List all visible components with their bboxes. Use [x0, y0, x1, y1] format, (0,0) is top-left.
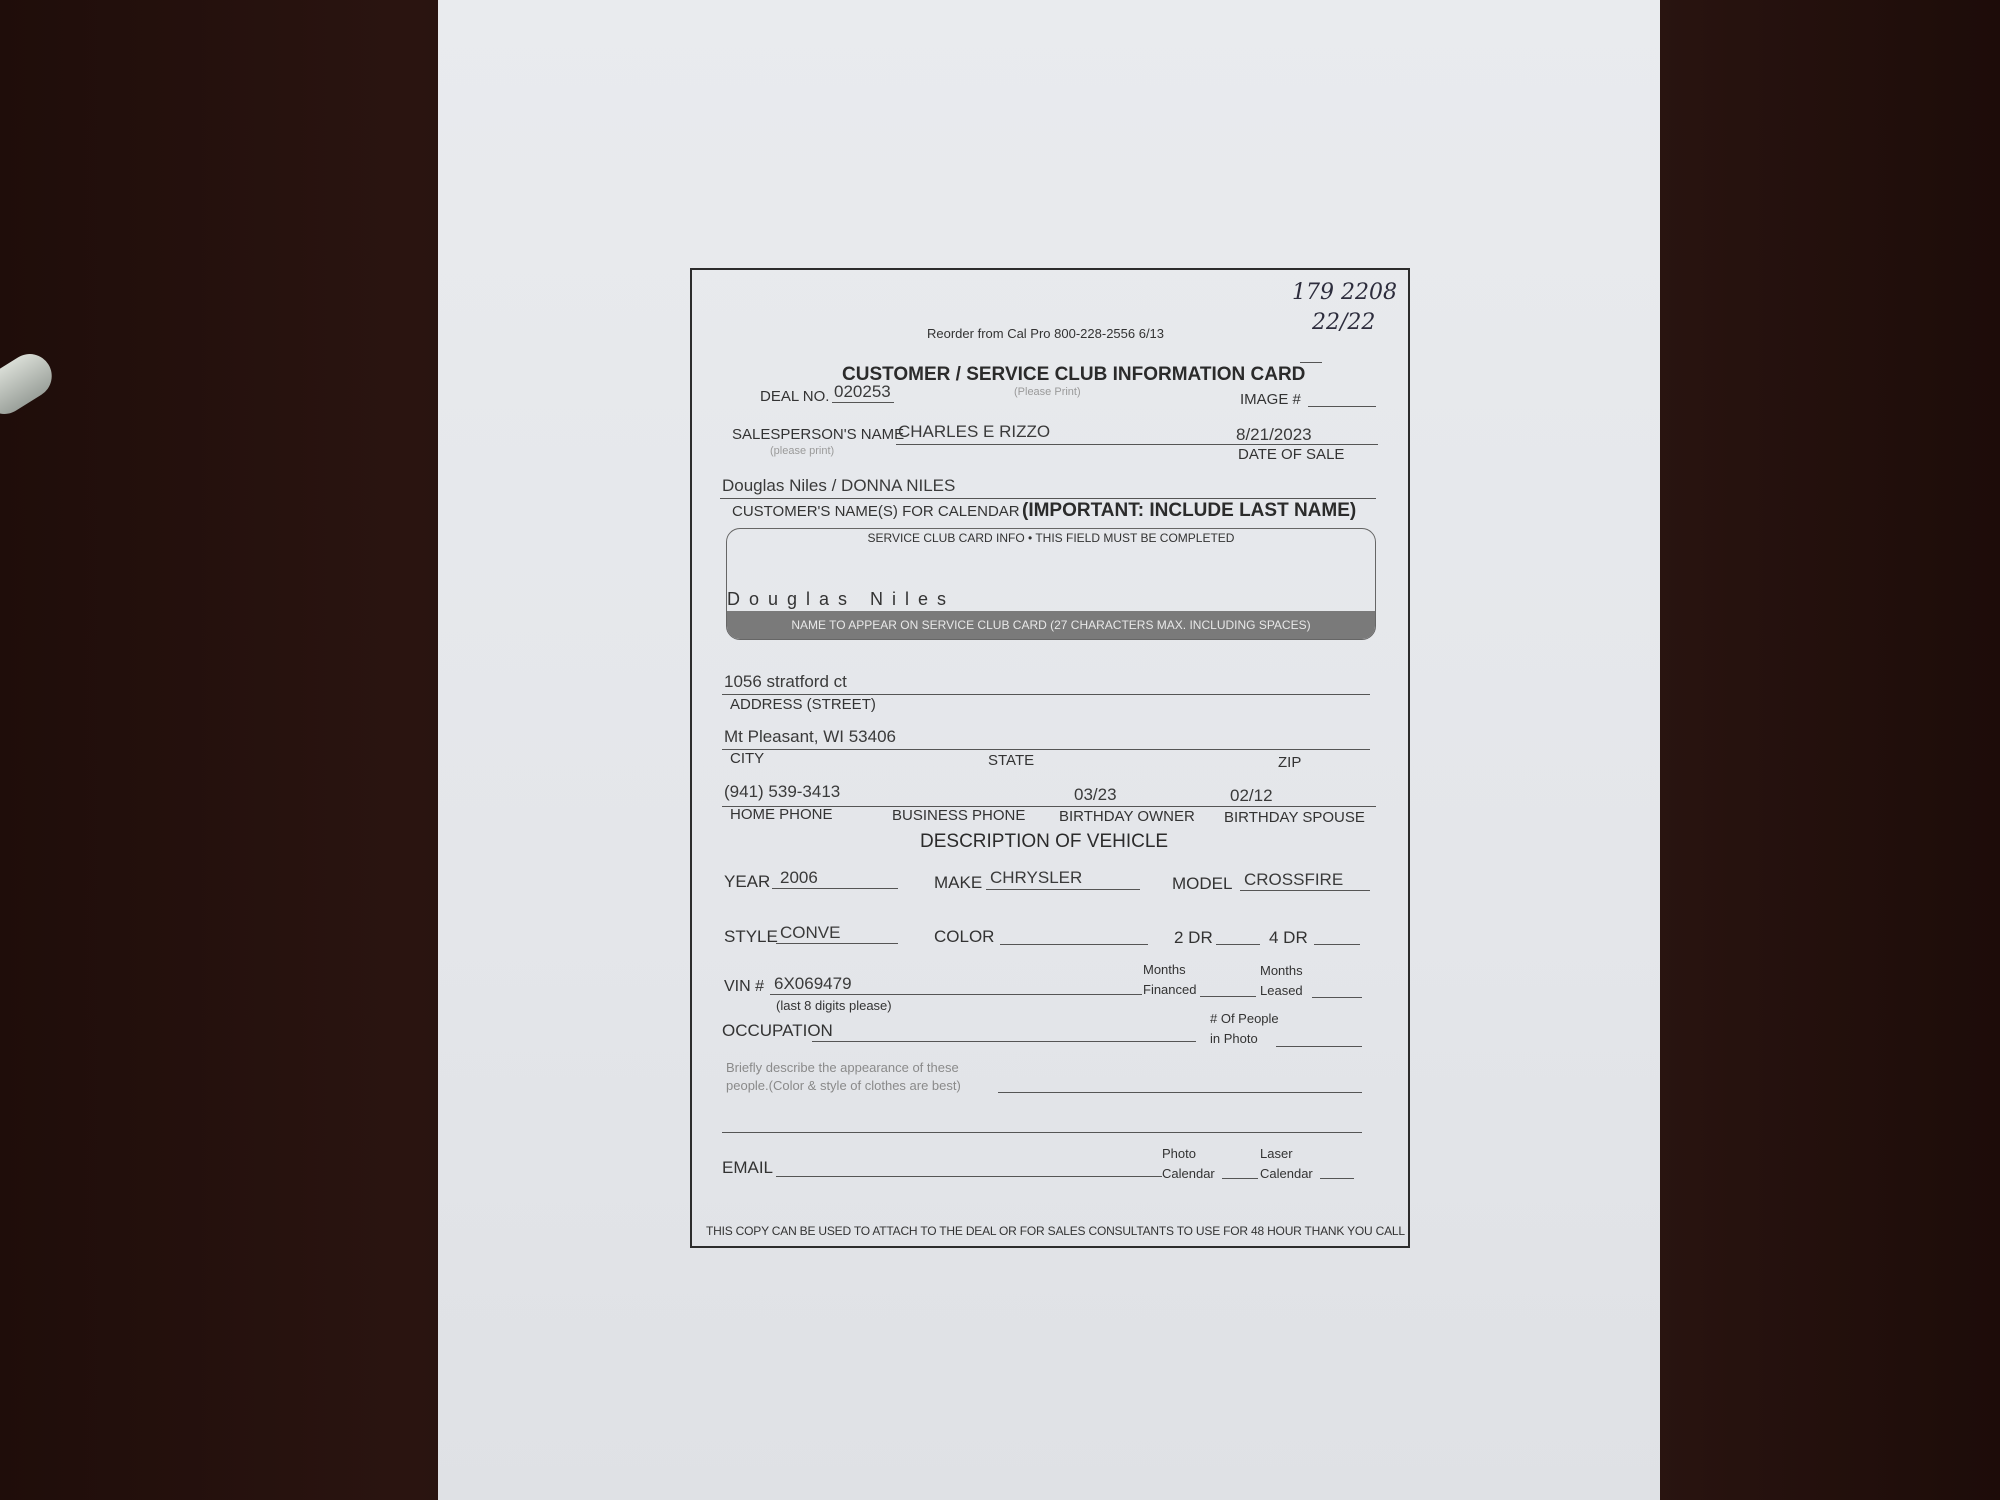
customer-names-label: CUSTOMER'S NAME(S) FOR CALENDAR [732, 503, 1020, 520]
home-phone-label: HOME PHONE [730, 806, 833, 823]
vin-label: VIN # [724, 978, 765, 995]
months-leased-line1: Months [1260, 963, 1303, 978]
make-value[interactable]: CHRYSLER [990, 868, 1083, 887]
occupation-line[interactable] [812, 1041, 1196, 1042]
top-dash [1300, 362, 1322, 363]
people-in-photo-line1: # Of People [1210, 1011, 1279, 1026]
marker-cap [0, 346, 60, 423]
vin-line [770, 994, 1142, 995]
information-card [690, 268, 1410, 1248]
city-label: CITY [730, 750, 765, 767]
vin-note: (last 8 digits please) [776, 998, 892, 1013]
street-value[interactable]: 1056 stratford ct [724, 672, 847, 691]
model-line [1240, 890, 1370, 891]
laser-calendar-line1: Laser [1260, 1146, 1293, 1161]
photo-calendar-line[interactable] [1222, 1178, 1258, 1179]
street-line [722, 694, 1370, 695]
laser-calendar-line[interactable] [1320, 1178, 1354, 1179]
card-title: CUSTOMER / SERVICE CLUB INFORMATION CARD [842, 364, 1306, 385]
year-line [772, 888, 898, 889]
handwritten-number: 179 2208 [1292, 280, 1397, 305]
months-leased-line2: Leased [1260, 983, 1303, 998]
city-value[interactable]: Mt Pleasant, WI 53406 [724, 727, 896, 746]
zip-label: ZIP [1278, 754, 1302, 771]
style-line [776, 943, 898, 944]
salesperson-value[interactable]: CHARLES E RIZZO [898, 422, 1051, 441]
people-in-photo-line2: in Photo [1210, 1031, 1258, 1046]
occupation-label: OCCUPATION [722, 1021, 833, 1040]
birthday-owner-label: BIRTHDAY OWNER [1059, 808, 1195, 825]
style-value[interactable]: CONVE [780, 923, 841, 942]
date-of-sale-label: DATE OF SALE [1238, 446, 1345, 463]
vin-value[interactable]: 6X069479 [774, 974, 852, 993]
customer-names-value[interactable]: Douglas Niles / DONNA NILES [722, 476, 956, 495]
handwritten-fraction: 22/22 [1312, 310, 1376, 335]
four-door-label: 4 DR [1269, 928, 1308, 947]
four-door-line[interactable] [1314, 944, 1360, 945]
customer-names-line [720, 498, 1376, 499]
year-value[interactable]: 2006 [780, 868, 818, 887]
home-phone-value[interactable]: (941) 539-3413 [724, 782, 841, 801]
service-club-box [726, 528, 1376, 640]
street-label: ADDRESS (STREET) [730, 696, 876, 713]
service-club-name[interactable]: Douglas Niles [727, 589, 956, 609]
make-line [986, 889, 1140, 890]
describe-extra-line[interactable] [722, 1132, 1362, 1133]
model-label: MODEL [1172, 874, 1233, 893]
service-club-footer: NAME TO APPEAR ON SERVICE CLUB CARD (27 CHARACTERS MAX. INCLUDING SPACES) [727, 611, 1375, 639]
photo-calendar-line1: Photo [1162, 1146, 1196, 1161]
deal-no-line [832, 402, 894, 403]
image-line[interactable] [1308, 406, 1376, 407]
city-line [722, 749, 1370, 750]
months-financed-line1: Months [1143, 962, 1186, 977]
date-of-sale-value[interactable]: 8/21/2023 [1236, 425, 1312, 444]
salesperson-line [896, 444, 1378, 445]
business-phone-label: BUSINESS PHONE [892, 807, 1026, 824]
state-label: STATE [988, 752, 1035, 769]
describe-line2: people.(Color & style of clothes are best) [726, 1078, 961, 1093]
model-value[interactable]: CROSSFIRE [1244, 870, 1344, 889]
birthday-owner-value[interactable]: 03/23 [1074, 785, 1117, 804]
year-label: YEAR [724, 872, 771, 891]
laser-calendar-line2: Calendar [1260, 1166, 1313, 1181]
photo-calendar-line2: Calendar [1162, 1166, 1215, 1181]
email-line[interactable] [776, 1176, 1162, 1177]
make-label: MAKE [934, 873, 983, 892]
people-in-photo-line[interactable] [1276, 1046, 1362, 1047]
please-print-note: (Please Print) [1014, 386, 1081, 398]
footer-note: THIS COPY CAN BE USED TO ATTACH TO THE DEAL OR FOR SALES CONSULTANTS TO USE FOR 48 HOUR THANK YOU CALL [706, 1224, 1405, 1238]
color-label: COLOR [934, 927, 995, 946]
two-door-label: 2 DR [1174, 928, 1213, 947]
deal-no-label: DEAL NO. [760, 388, 830, 405]
style-label: STYLE [724, 927, 778, 946]
months-leased-line[interactable] [1312, 997, 1362, 998]
months-financed-line2: Financed [1143, 982, 1197, 997]
birthday-spouse-label: BIRTHDAY SPOUSE [1224, 809, 1365, 826]
deal-no-value[interactable]: 020253 [834, 382, 891, 401]
reorder-text: Reorder from Cal Pro 800-228-2556 6/13 [927, 326, 1165, 341]
image-label: IMAGE # [1240, 391, 1301, 408]
birthday-spouse-value[interactable]: 02/12 [1230, 786, 1273, 805]
vehicle-section-title: DESCRIPTION OF VEHICLE [920, 831, 1169, 852]
two-door-line[interactable] [1216, 944, 1260, 945]
describe-line[interactable] [998, 1092, 1362, 1093]
email-label: EMAIL [722, 1158, 774, 1177]
salesperson-label: SALESPERSON'S NAME [732, 426, 905, 443]
describe-line1: Briefly describe the appearance of these [726, 1060, 959, 1075]
service-club-header: SERVICE CLUB CARD INFO • THIS FIELD MUST BE COMPLETED [867, 531, 1235, 545]
color-line[interactable] [1000, 944, 1148, 945]
salesperson-sub-label: (please print) [770, 445, 835, 457]
months-financed-line[interactable] [1200, 996, 1256, 997]
important-note: (IMPORTANT: INCLUDE LAST NAME) [1022, 500, 1357, 521]
